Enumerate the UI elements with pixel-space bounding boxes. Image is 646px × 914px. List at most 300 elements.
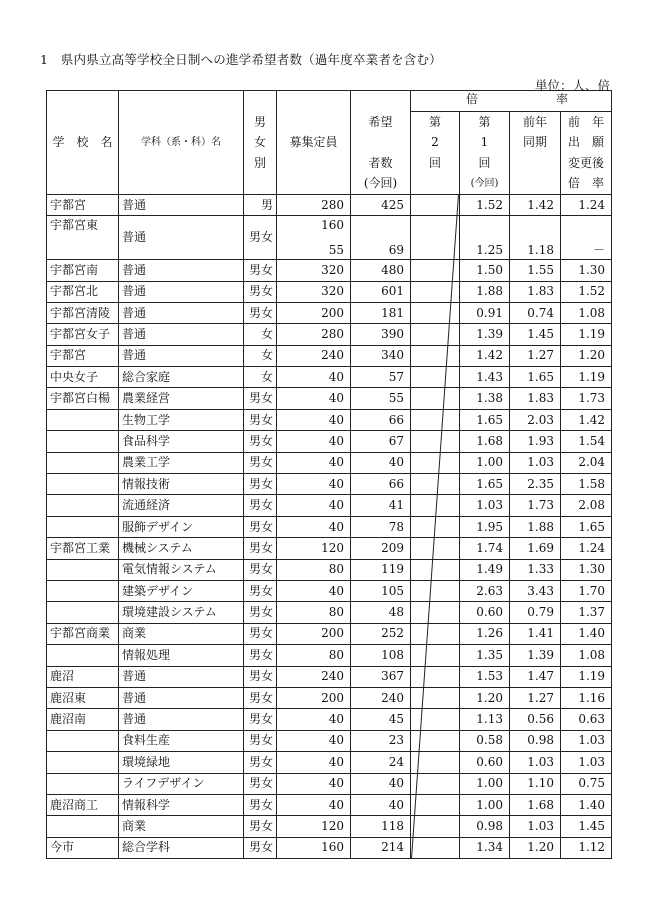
sex-cell: 男女 bbox=[244, 581, 277, 602]
applicants-cell: 78 bbox=[351, 516, 411, 537]
applicants-cell: 57 bbox=[351, 367, 411, 388]
school-cell bbox=[47, 752, 119, 773]
prev-changed-cell: 1.30 bbox=[561, 559, 612, 580]
prev-changed-cell: 1.12 bbox=[561, 837, 612, 858]
prev-same-cell: 1.55 bbox=[510, 260, 561, 281]
prev-changed-cell: 1.73 bbox=[561, 388, 612, 409]
school-cell: 鹿沼東 bbox=[47, 687, 119, 708]
ratio1-cell: 1.88 bbox=[460, 281, 510, 302]
prev-same-cell: 1.20 bbox=[510, 837, 561, 858]
prev-same-cell: 1.41 bbox=[510, 623, 561, 644]
applicants-cell: 69 bbox=[351, 216, 411, 260]
dept-cell: 普通 bbox=[119, 345, 244, 366]
prev-changed-cell: 1.08 bbox=[561, 302, 612, 323]
header-r1-3: 回 bbox=[460, 153, 510, 173]
school-cell: 今市 bbox=[47, 837, 119, 858]
sex-cell: 男女 bbox=[244, 260, 277, 281]
prev-same-cell: 0.56 bbox=[510, 709, 561, 730]
header-applicants-1: 希望 bbox=[351, 112, 411, 133]
table-row bbox=[47, 602, 612, 623]
prev-same-cell: 1.39 bbox=[510, 645, 561, 666]
school-cell bbox=[47, 730, 119, 751]
prev-changed-cell: 0.63 bbox=[561, 709, 612, 730]
ratio2-cell bbox=[411, 302, 460, 323]
ratio1-cell: 1.65 bbox=[460, 409, 510, 430]
sex-cell: 女 bbox=[244, 345, 277, 366]
school-cell: 鹿沼南 bbox=[47, 709, 119, 730]
prev-same-cell: 1.03 bbox=[510, 452, 561, 473]
dept-cell: 食料生産 bbox=[119, 730, 244, 751]
prev-changed-cell: 1.19 bbox=[561, 666, 612, 687]
ratio2-cell bbox=[411, 538, 460, 559]
school-cell bbox=[47, 559, 119, 580]
prev-same-cell: 1.83 bbox=[510, 388, 561, 409]
dept-cell: 普通 bbox=[119, 260, 244, 281]
dept-cell: 普通 bbox=[119, 302, 244, 323]
ratio2-cell bbox=[411, 452, 460, 473]
applicants-cell: 340 bbox=[351, 345, 411, 366]
table-row bbox=[47, 516, 612, 537]
ratio1-cell: 1.00 bbox=[460, 773, 510, 794]
dept-cell: 環境緑地 bbox=[119, 752, 244, 773]
prev-changed-cell: 1.40 bbox=[561, 794, 612, 815]
prev-changed-cell: 0.75 bbox=[561, 773, 612, 794]
unit-label: 単位：人、倍 bbox=[534, 78, 610, 93]
capacity-cell: 40 bbox=[277, 409, 351, 430]
capacity-cell: 40 bbox=[277, 773, 351, 794]
applicants-cell: 55 bbox=[351, 388, 411, 409]
capacity-cell: 200 bbox=[277, 623, 351, 644]
capacity-cell: 80 bbox=[277, 559, 351, 580]
capacity-cell: 200 bbox=[277, 302, 351, 323]
header-sex-1: 男 bbox=[244, 112, 277, 133]
sex-cell: 女 bbox=[244, 367, 277, 388]
header-r2-1: 第 bbox=[411, 112, 460, 133]
prev-same-cell: 3.43 bbox=[510, 581, 561, 602]
table-row bbox=[47, 773, 612, 794]
ratio1-cell: 1.00 bbox=[460, 794, 510, 815]
capacity-cell: 200 bbox=[277, 687, 351, 708]
school-cell: 宇都宮女子 bbox=[47, 324, 119, 345]
dept-cell: 総合学科 bbox=[119, 837, 244, 858]
prev-same-cell: 1.03 bbox=[510, 752, 561, 773]
table-row bbox=[47, 281, 612, 302]
sex-cell: 男女 bbox=[244, 666, 277, 687]
sex-cell: 女 bbox=[244, 324, 277, 345]
capacity-cell: 40 bbox=[277, 709, 351, 730]
applicants-cell: 66 bbox=[351, 474, 411, 495]
school-cell: 宇都宮清陵 bbox=[47, 302, 119, 323]
prev-same-cell: 1.45 bbox=[510, 324, 561, 345]
ratio1-cell: 0.58 bbox=[460, 730, 510, 751]
table-row bbox=[47, 730, 612, 751]
prev-same-cell: 1.73 bbox=[510, 495, 561, 516]
capacity-cell: 40 bbox=[277, 388, 351, 409]
applicants-cell: 48 bbox=[351, 602, 411, 623]
prev-changed-cell: 1.08 bbox=[561, 645, 612, 666]
dept-cell: ライフデザイン bbox=[119, 773, 244, 794]
dept-cell: 普通 bbox=[119, 194, 244, 215]
school-cell: 中央女子 bbox=[47, 367, 119, 388]
capacity-cell: 280 bbox=[277, 324, 351, 345]
applicants-cell: 118 bbox=[351, 816, 411, 837]
prev-changed-cell: 2.08 bbox=[561, 495, 612, 516]
prev-changed-cell: 1.16 bbox=[561, 687, 612, 708]
table-row bbox=[47, 345, 612, 366]
applicants-cell: 601 bbox=[351, 281, 411, 302]
applicants-cell: 66 bbox=[351, 409, 411, 430]
dept-cell: 農業工学 bbox=[119, 452, 244, 473]
prev-same-cell: 0.74 bbox=[510, 302, 561, 323]
ratio2-cell bbox=[411, 666, 460, 687]
ratio1-cell: 1.35 bbox=[460, 645, 510, 666]
applicants-cell: 40 bbox=[351, 452, 411, 473]
prev-same-cell: 1.65 bbox=[510, 367, 561, 388]
table-row bbox=[47, 709, 612, 730]
school-cell bbox=[47, 773, 119, 794]
school-cell bbox=[47, 816, 119, 837]
header-prev-same-1: 前年 bbox=[510, 112, 561, 133]
ratio1-cell: 1.74 bbox=[460, 538, 510, 559]
capacity-cell: 120 bbox=[277, 816, 351, 837]
capacity-cell: 160 bbox=[277, 837, 351, 858]
dept-cell: 電気情報システム bbox=[119, 559, 244, 580]
ratio1-cell: 1.00 bbox=[460, 452, 510, 473]
ratio2-cell bbox=[411, 409, 460, 430]
school-cell: 宇都宮北 bbox=[47, 281, 119, 302]
sex-cell: 男女 bbox=[244, 409, 277, 430]
sex-cell: 男女 bbox=[244, 709, 277, 730]
school-cell: 宇都宮工業 bbox=[47, 538, 119, 559]
ratio2-cell bbox=[411, 516, 460, 537]
applicants-cell: 24 bbox=[351, 752, 411, 773]
applicants-table bbox=[46, 90, 612, 859]
capacity-cell: 280 bbox=[277, 194, 351, 215]
prev-same-cell: 1.03 bbox=[510, 816, 561, 837]
ratio2-cell bbox=[411, 216, 460, 260]
prev-same-cell: 1.88 bbox=[510, 516, 561, 537]
table-row bbox=[47, 302, 612, 323]
header-school: 学 校 名 bbox=[47, 91, 119, 195]
prev-same-cell: 1.42 bbox=[510, 194, 561, 215]
sex-cell: 男 bbox=[244, 194, 277, 215]
ratio1-cell: 1.49 bbox=[460, 559, 510, 580]
prev-same-cell: 1.27 bbox=[510, 687, 561, 708]
sex-cell: 男女 bbox=[244, 623, 277, 644]
ratio2-cell bbox=[411, 602, 460, 623]
ratio1-cell: 0.91 bbox=[460, 302, 510, 323]
dept-cell: 情報科学 bbox=[119, 794, 244, 815]
ratio2-cell bbox=[411, 474, 460, 495]
applicants-cell: 119 bbox=[351, 559, 411, 580]
ratio2-cell bbox=[411, 324, 460, 345]
header-prev-changed-2: 出 願 bbox=[561, 133, 612, 153]
header-r1-1: 第 bbox=[460, 112, 510, 133]
table-row bbox=[47, 645, 612, 666]
ratio1-cell: 1.43 bbox=[460, 367, 510, 388]
school-cell: 宇都宮東 bbox=[47, 216, 119, 260]
dept-cell: 情報処理 bbox=[119, 645, 244, 666]
applicants-cell: 480 bbox=[351, 260, 411, 281]
dept-cell: 服飾デザイン bbox=[119, 516, 244, 537]
applicants-cell: 252 bbox=[351, 623, 411, 644]
ratio1-cell: 2.63 bbox=[460, 581, 510, 602]
header-dept: 学科（系・科）名 bbox=[119, 91, 244, 195]
ratio1-cell: 1.50 bbox=[460, 260, 510, 281]
ratio2-cell bbox=[411, 645, 460, 666]
prev-same-cell: 1.18 bbox=[510, 216, 561, 260]
prev-changed-cell: 1.19 bbox=[561, 367, 612, 388]
applicants-cell: 367 bbox=[351, 666, 411, 687]
capacity-cell: 120 bbox=[277, 538, 351, 559]
ratio2-cell bbox=[411, 752, 460, 773]
school-cell: 鹿沼 bbox=[47, 666, 119, 687]
header-r2-2: 2 bbox=[411, 133, 460, 153]
dept-cell: 建築デザイン bbox=[119, 581, 244, 602]
ratio1-cell: 1.20 bbox=[460, 687, 510, 708]
ratio1-cell: 1.42 bbox=[460, 345, 510, 366]
ratio1-cell: 1.03 bbox=[460, 495, 510, 516]
table-row bbox=[47, 409, 612, 430]
header-r1-4: (今回) bbox=[460, 174, 510, 195]
school-cell: 宇都宮 bbox=[47, 194, 119, 215]
prev-changed-cell: 1.30 bbox=[561, 260, 612, 281]
table-row bbox=[47, 623, 612, 644]
header-applicants-2: 者数 bbox=[351, 153, 411, 173]
sex-cell: 男女 bbox=[244, 752, 277, 773]
dept-cell: 普通 bbox=[119, 687, 244, 708]
capacity-cell: 40 bbox=[277, 516, 351, 537]
capacity-cell: 40 bbox=[277, 581, 351, 602]
table-row bbox=[47, 538, 612, 559]
applicants-cell: 23 bbox=[351, 730, 411, 751]
header-applicants-3: (今回) bbox=[351, 174, 411, 195]
ratio1-cell: 1.38 bbox=[460, 388, 510, 409]
ratio1-cell: 1.95 bbox=[460, 516, 510, 537]
ratio1-cell: 0.60 bbox=[460, 752, 510, 773]
applicants-cell: 108 bbox=[351, 645, 411, 666]
table-row bbox=[47, 388, 612, 409]
table-row bbox=[47, 559, 612, 580]
capacity-cell: 240 bbox=[277, 666, 351, 687]
capacity-cell: 40 bbox=[277, 367, 351, 388]
table-header bbox=[47, 91, 612, 195]
capacity-cell: 80 bbox=[277, 645, 351, 666]
ratio2-cell bbox=[411, 367, 460, 388]
ratio1-cell: 1.39 bbox=[460, 324, 510, 345]
dept-cell: 生物工学 bbox=[119, 409, 244, 430]
table-row bbox=[47, 581, 612, 602]
applicants-cell: 390 bbox=[351, 324, 411, 345]
capacity-cell: 40 bbox=[277, 431, 351, 452]
header-r1-2: 1 bbox=[460, 133, 510, 153]
table-row bbox=[47, 260, 612, 281]
school-cell bbox=[47, 409, 119, 430]
capacity-cell: 80 bbox=[277, 602, 351, 623]
prev-same-cell: 1.68 bbox=[510, 794, 561, 815]
sex-cell: 男女 bbox=[244, 388, 277, 409]
prev-same-cell: 1.93 bbox=[510, 431, 561, 452]
sex-cell: 男女 bbox=[244, 281, 277, 302]
table-row bbox=[47, 474, 612, 495]
prev-same-cell: 0.98 bbox=[510, 730, 561, 751]
table-body bbox=[47, 194, 612, 858]
applicants-cell: 209 bbox=[351, 538, 411, 559]
dept-cell: 商業 bbox=[119, 623, 244, 644]
dept-cell: 流通経済 bbox=[119, 495, 244, 516]
prev-same-cell: 1.47 bbox=[510, 666, 561, 687]
school-cell bbox=[47, 645, 119, 666]
ratio2-cell bbox=[411, 345, 460, 366]
sex-cell: 男女 bbox=[244, 538, 277, 559]
ratio1-cell: 0.60 bbox=[460, 602, 510, 623]
page-title: 1 県内県立高等学校全日制への進学希望者数（過年度卒業者を含む） bbox=[40, 52, 442, 67]
ratio1-cell: 0.98 bbox=[460, 816, 510, 837]
sex-cell: 男女 bbox=[244, 216, 277, 260]
ratio1-cell: 1.52 bbox=[460, 194, 510, 215]
applicants-cell: 40 bbox=[351, 794, 411, 815]
sex-cell: 男女 bbox=[244, 495, 277, 516]
capacity-cell: 160 55 bbox=[277, 216, 351, 260]
school-cell: 宇都宮 bbox=[47, 345, 119, 366]
header-sex-2: 女 bbox=[244, 133, 277, 153]
header-prev-changed-1: 前 年 bbox=[561, 112, 612, 133]
header-sex-3: 別 bbox=[244, 153, 277, 173]
sex-cell: 男女 bbox=[244, 645, 277, 666]
school-cell bbox=[47, 602, 119, 623]
prev-same-cell: 2.35 bbox=[510, 474, 561, 495]
applicants-cell: 425 bbox=[351, 194, 411, 215]
applicants-cell: 214 bbox=[351, 837, 411, 858]
table-row bbox=[47, 794, 612, 815]
prev-changed-cell: 1.19 bbox=[561, 324, 612, 345]
prev-same-cell: 1.27 bbox=[510, 345, 561, 366]
school-cell: 宇都宮商業 bbox=[47, 623, 119, 644]
school-cell bbox=[47, 431, 119, 452]
applicants-cell: 41 bbox=[351, 495, 411, 516]
dept-cell: 商業 bbox=[119, 816, 244, 837]
sex-cell: 男女 bbox=[244, 516, 277, 537]
table-row bbox=[47, 837, 612, 858]
dept-cell: 食品科学 bbox=[119, 431, 244, 452]
table-row bbox=[47, 666, 612, 687]
ratio1-cell: 1.26 bbox=[460, 623, 510, 644]
capacity-cell: 40 bbox=[277, 730, 351, 751]
ratio2-cell bbox=[411, 581, 460, 602]
prev-changed-cell: 1.65 bbox=[561, 516, 612, 537]
sex-cell: 男女 bbox=[244, 452, 277, 473]
ratio2-cell bbox=[411, 773, 460, 794]
prev-changed-cell: 1.45 bbox=[561, 816, 612, 837]
dept-cell: 総合家庭 bbox=[119, 367, 244, 388]
prev-same-cell: 1.10 bbox=[510, 773, 561, 794]
prev-changed-cell: 1.20 bbox=[561, 345, 612, 366]
ratio2-cell bbox=[411, 431, 460, 452]
prev-changed-cell: 1.37 bbox=[561, 602, 612, 623]
dept-cell: 環境建設システム bbox=[119, 602, 244, 623]
sex-cell: 男女 bbox=[244, 431, 277, 452]
dept-cell: 普通 bbox=[119, 324, 244, 345]
school-cell bbox=[47, 452, 119, 473]
sex-cell: 男女 bbox=[244, 302, 277, 323]
table-row bbox=[47, 452, 612, 473]
applicants-cell: 67 bbox=[351, 431, 411, 452]
prev-same-cell: 0.79 bbox=[510, 602, 561, 623]
school-cell: 宇都宮白楊 bbox=[47, 388, 119, 409]
prev-changed-cell: 1.24 bbox=[561, 538, 612, 559]
ratio2-cell bbox=[411, 559, 460, 580]
table-row bbox=[47, 367, 612, 388]
prev-changed-cell: 1.03 bbox=[561, 730, 612, 751]
ratio2-cell bbox=[411, 687, 460, 708]
capacity-cell: 40 bbox=[277, 794, 351, 815]
dept-cell: 情報技術 bbox=[119, 474, 244, 495]
dept-cell: 普通 bbox=[119, 281, 244, 302]
ratio2-cell bbox=[411, 623, 460, 644]
prev-changed-cell: 1.42 bbox=[561, 409, 612, 430]
table-row bbox=[47, 687, 612, 708]
header-prev-changed-3: 変更後 bbox=[561, 153, 612, 173]
applicants-cell: 240 bbox=[351, 687, 411, 708]
dept-cell: 普通 bbox=[119, 216, 244, 260]
capacity-cell: 40 bbox=[277, 495, 351, 516]
applicants-cell: 40 bbox=[351, 773, 411, 794]
capacity-cell: 40 bbox=[277, 474, 351, 495]
header-prev-changed-4: 倍 率 bbox=[561, 174, 612, 195]
ratio1-cell: 1.34 bbox=[460, 837, 510, 858]
sex-cell: 男女 bbox=[244, 794, 277, 815]
sex-cell: 男女 bbox=[244, 816, 277, 837]
sex-cell: 男女 bbox=[244, 687, 277, 708]
sex-cell: 男女 bbox=[244, 559, 277, 580]
sex-cell: 男女 bbox=[244, 837, 277, 858]
prev-changed-cell: 1.24 bbox=[561, 194, 612, 215]
school-cell bbox=[47, 474, 119, 495]
prev-same-cell: 1.33 bbox=[510, 559, 561, 580]
table-row bbox=[47, 194, 612, 215]
header-prev-same-2: 同期 bbox=[510, 133, 561, 153]
dept-cell: 普通 bbox=[119, 666, 244, 687]
prev-changed-cell: 1.54 bbox=[561, 431, 612, 452]
dept-cell: 普通 bbox=[119, 709, 244, 730]
capacity-cell: 320 bbox=[277, 281, 351, 302]
sex-cell: 男女 bbox=[244, 730, 277, 751]
ratio1-cell: 1.65 bbox=[460, 474, 510, 495]
ratio2-cell bbox=[411, 794, 460, 815]
table-row bbox=[47, 431, 612, 452]
ratio2-cell bbox=[411, 388, 460, 409]
ratio2-cell bbox=[411, 730, 460, 751]
school-cell bbox=[47, 516, 119, 537]
prev-changed-cell: 1.70 bbox=[561, 581, 612, 602]
prev-changed-cell: 1.40 bbox=[561, 623, 612, 644]
capacity-cell: 40 bbox=[277, 752, 351, 773]
school-cell: 鹿沼商工 bbox=[47, 794, 119, 815]
ratio2-cell bbox=[411, 194, 460, 215]
ratio2-cell bbox=[411, 709, 460, 730]
ratio2-cell bbox=[411, 837, 460, 858]
applicants-cell: 181 bbox=[351, 302, 411, 323]
ratio1-cell: 1.25 bbox=[460, 216, 510, 260]
prev-changed-cell: 1.58 bbox=[561, 474, 612, 495]
header-ratio-group: 倍 率 bbox=[411, 91, 612, 112]
school-cell bbox=[47, 495, 119, 516]
dept-cell: 機械システム bbox=[119, 538, 244, 559]
ratio2-cell bbox=[411, 281, 460, 302]
prev-changed-cell: 1.52 bbox=[561, 281, 612, 302]
ratio2-cell bbox=[411, 495, 460, 516]
capacity-cell: 40 bbox=[277, 452, 351, 473]
